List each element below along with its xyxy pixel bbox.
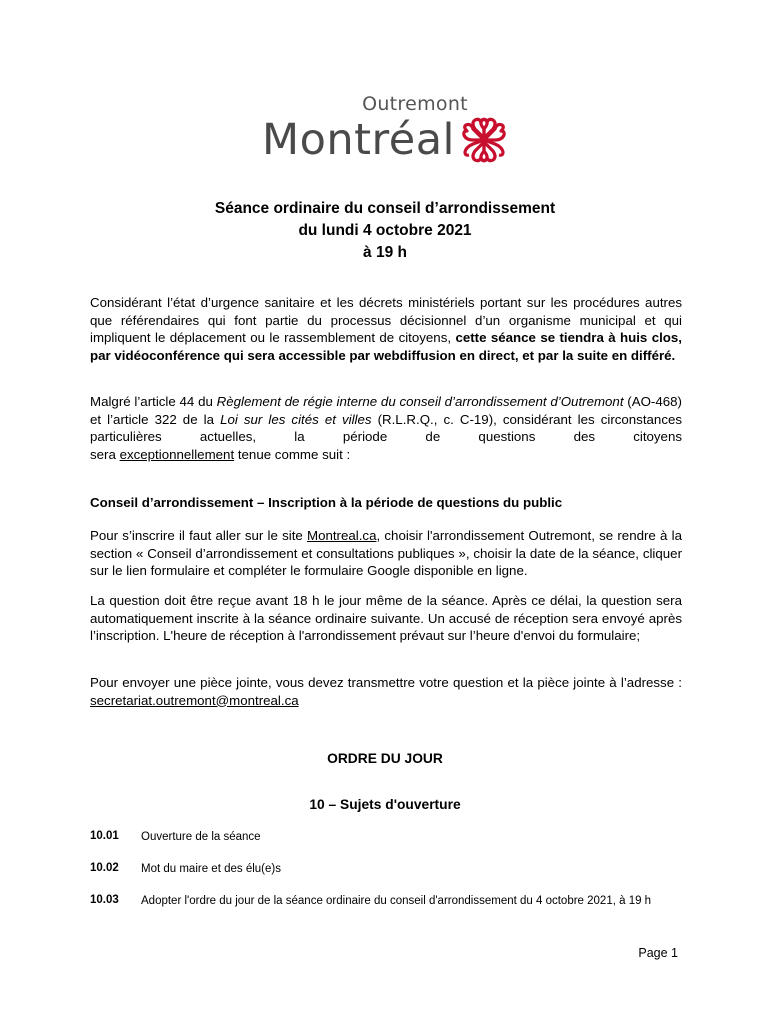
page-number: Page 1: [638, 946, 678, 960]
intro-paragraph-1: [90, 294, 682, 364]
intro-paragraph-2: [90, 393, 682, 446]
loi-title: Loi sur les cités et villes: [220, 411, 372, 427]
agenda-item-text: Mot du maire et des élu(e)s: [141, 863, 281, 875]
p2-text-d1: sera: [90, 447, 120, 462]
email-link[interactable]: secretariat.outremont@montreal.ca: [90, 692, 299, 708]
montreal-link[interactable]: Montreal.ca: [307, 528, 377, 543]
logo-subtitle: Outremont: [362, 93, 468, 115]
intro-paragraph-2-end: [90, 446, 682, 464]
p2-text-c: (R.L.R.Q., c. C-19), considérant les circonstances particulières actuelles, la période de questions des citoyens: [90, 411, 683, 444]
underlined-word: exceptionnellement: [119, 447, 235, 462]
p2-text-b: (AO-468) et l’article 322 de la: [90, 394, 682, 427]
section-paragraph-1: [90, 527, 682, 580]
agenda-item-number: 10.01: [90, 830, 119, 842]
section-paragraph-2: La question doit être reçue avant 18 h le jour même de la séance. Après ce délai, la question sera automatiquement inscrite à la séance ordinaire suivante. Un accusé de réception sera envoyé après l’inscription. L'heure de réception à l'arrondissement prévaut sur l’heure d'envoi du formulaire;: [90, 593, 682, 643]
logo-wordmark: Montréal: [262, 115, 456, 165]
section-heading: Conseil d’arrondissement – Inscription à la période de questions du public: [90, 495, 563, 510]
logo: [262, 114, 509, 166]
meeting-title-line-3: à 19 h: [363, 244, 407, 261]
montreal-rose-icon: [459, 117, 509, 163]
section-paragraph-3: [90, 674, 682, 709]
agenda-item-number: 10.03: [90, 894, 119, 906]
intro-bold-text: cette séance se tiendra à huis clos, par vidéoconférence qui sera accessible par webdiffusion en direct, et par la suite en différé.: [90, 330, 682, 363]
agenda-item-text: Adopter l'ordre du jour de la séance ordinaire du conseil d'arrondissement du 4 octobre 2021, à 19 h: [141, 895, 652, 907]
agenda-item-number: 10.02: [90, 862, 119, 874]
s1-text-b: , choisir l'arrondissement Outremont, se rendre à la section « Conseil d’arrondissement et consultations publiques », choisir la date de la séance, cliquer sur le lien formulaire et compléter le formulaire Google disponible en ligne.: [90, 528, 682, 578]
p2-text-d2: tenue comme suit :: [234, 447, 351, 462]
agenda-title: ORDRE DU JOUR: [327, 751, 443, 766]
meeting-title-line-1: Séance ordinaire du conseil d’arrondissement: [214, 200, 556, 217]
reglement-title: Règlement de régie interne du conseil d’arrondissement d’Outremont: [216, 394, 624, 409]
meeting-title-line-2: du lundi 4 octobre 2021: [298, 222, 472, 239]
agenda-item-text: Ouverture de la séance: [141, 831, 261, 843]
s3-text-a: Pour envoyer une pièce jointe, vous devez transmettre votre question et la pièce jointe à l’adresse :: [90, 675, 682, 690]
s1-text-a: Pour s’inscrire il faut aller sur le site: [90, 528, 307, 543]
intro-text: Considérant l’état d’urgence sanitaire et les décrets ministériels portant sur les procédures autres que référendaires qui font partie du processus décisionnel d’un organisme municipal et qui impliquent le déplacement ou le rassemblement de citoyens,: [90, 295, 682, 345]
p2-text-a: Malgré l’article 44 du: [90, 394, 217, 409]
agenda-subtitle: 10 – Sujets d'ouverture: [309, 797, 461, 812]
